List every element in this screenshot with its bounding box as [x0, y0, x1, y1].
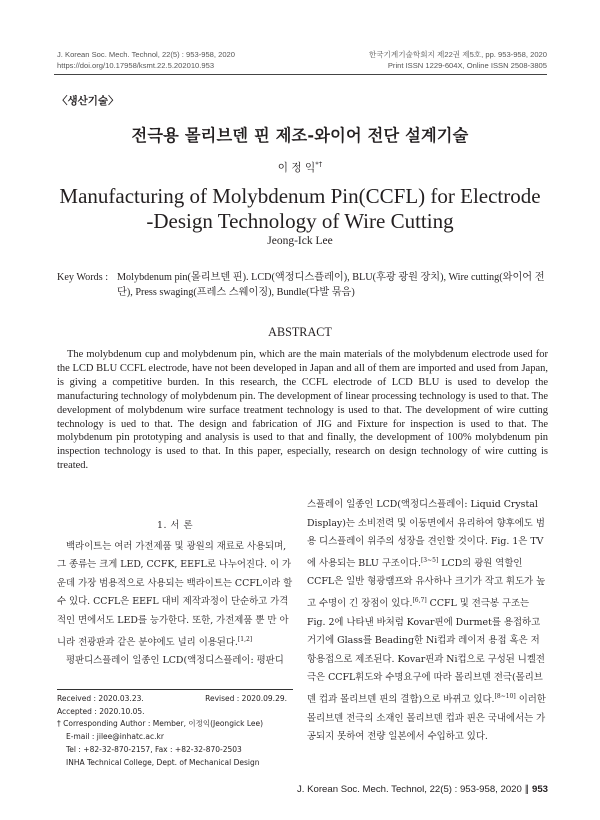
text-segment: 이러한 몰리브덴 전극의 소재인 몰리브덴 컵과 핀은 국내에서는 가공되지 못하여 전량 일본에서 수입하고 있다.	[307, 693, 546, 743]
accepted-date: Accepted : 2020.10.05.	[57, 706, 145, 716]
citation-ref[interactable]: [1,2]	[237, 635, 253, 643]
abstract-heading: ABSTRACT	[268, 325, 332, 339]
footnote-rule	[57, 689, 293, 690]
keywords-label: Key Words :	[57, 272, 109, 283]
keywords	[57, 270, 551, 300]
author-email[interactable]: E-mail : jilee@inhatc.ac.kr	[66, 732, 164, 742]
english-title-line2: -Design Technology of Wire Cutting	[146, 209, 454, 233]
text-segment: CCFL 및 전극봉 구조는 Fig. 2에 나타낸 바처럼 Kovar핀에 Durmet를 용접하고 거기에 Glass를 Beading한 Ni컵과 레이저 용접 혹은 저항용접으로 제조된다. Kovar핀과 Ni컵으로 구성된 니켈전극은 CCFL휘도와 수명요구에 따라 몰리브덴 전극(몰리브덴 컵과 몰리브덴 핀의 결합)으로 바뀌고 있다.	[307, 597, 545, 705]
corresponding-author: † Corresponding Author : Member, 이정익(Jeongick Lee)	[57, 719, 264, 729]
footer-citation: J. Korean Soc. Mech. Technol, 22(5) : 953-958, 2020 ∥	[296, 784, 530, 795]
korean-author-name: 이 정 익	[277, 162, 316, 174]
received-date: Received : 2020.03.23.	[57, 694, 144, 703]
citation-ref[interactable]: [8~10]	[494, 692, 516, 700]
header-rule	[54, 74, 547, 75]
text-segment: 스플레이 일종인 LCD(액정디스플레이: Liquid Crystal Display)는 소비전력 및 이동면에서 유리하여 향후에도 범용 디스플레이 위주의 성장을 견인할 것이다. Fig. 1은 TV에 사용되는 BLU 구조이다.	[307, 499, 545, 569]
left-column	[57, 517, 293, 671]
citation-ref[interactable]: [6,7]	[412, 596, 427, 604]
korean-journal-citation: 한국기계기술학회지 제22권 제5호, pp. 953-958, 2020	[368, 50, 547, 59]
journal-citation: J. Korean Soc. Mech. Technol, 22(5) : 953-958, 2020	[57, 50, 235, 59]
doi-link[interactable]: https://doi.org/10.17958/ksmt.22.5.202010.953	[57, 61, 215, 70]
issn-info: Print ISSN 1229-604X, Online ISSN 2508-3805	[387, 61, 547, 70]
english-title-line1: Manufacturing of Molybdenum Pin(CCFL) for Electrode	[59, 184, 541, 208]
section-heading-introduction: 1. 서 론	[156, 520, 194, 531]
intro-paragraph-continued	[307, 496, 548, 747]
abstract-body: The molybdenum cup and molybdenum pin, which are the main materials of the molybdenum electrode used for the LCD BLU CCFL electrode, have not been developed in Japan and all of them are imported and used from Japan, is giving a competitive burden. In this research, the CCFL electrode of LCD BLU is used to develop the manufacturing technology of molybdenum pin. The development of linear processing technology is used to that. The development of molybdenum wire surface treatment technology is used to that. The development of wire cutting technology is ued to that. The design and fabrication of JIG and Fixture for inspection is used to that. The molybdenum pin prototyping and analysis is used to that and finally, the development of 100% molybdenum pin inspection technology is used to that. In this paper, especially, research on design technology of wire cutting is treated.	[57, 349, 548, 472]
korean-title: 전극용 몰리브덴 핀 제조-와이어 전단 설계기술	[131, 126, 469, 145]
page-footer	[297, 784, 548, 795]
intro-paragraph-1	[57, 538, 293, 653]
author-mark: *†	[315, 160, 323, 169]
section-tag: 〈생산기술〉	[57, 95, 119, 107]
korean-author	[0, 160, 600, 175]
english-title	[0, 184, 600, 234]
revised-date: Revised : 2020.09.29.	[205, 694, 287, 703]
right-column	[307, 496, 548, 747]
text-segment: LCD의 광원 역할인 CCFL은 일반 형광램프와 유사하나 크기가 작고 휘도가 높고 수명이 긴 장점이 있다.	[307, 557, 546, 609]
author-phone-fax: Tel : +82-32-870-2157, Fax : +82-32-870-2503	[66, 744, 242, 754]
intro-paragraph-1-text: 백라이트는 여러 가전제품 및 광원의 재료로 사용되며, 그 종류는 크게 LED, CCFK, EEFL로 나누어진다. 이 가운데 가장 범용적으로 사용되는 백라이트는 CCFL이라 할 수 있다. CCFL은 EEFL 대비 제작과정이 단순하고 가격적인 면에서도 LED를 능가한다. 또한, 가전제품 뿐 만 아니라 전광판과 같은 분야에도 널리 이용된다.	[57, 540, 293, 648]
english-author: Jeong-Ick Lee	[267, 235, 333, 247]
keywords-text: Molybdenum pin(몰리브덴 핀). LCD(액정디스플레이), BLU(후광 광원 장치), Wire cutting(와이어 전단), Press swaging(프레스 스웨이징), Bundle(다발 묶음)	[117, 272, 545, 298]
author-affiliation: INHA Technical College, Dept. of Mechanical Design	[66, 757, 260, 767]
received-revised-line	[57, 693, 293, 706]
citation-ref[interactable]: [3~5]	[420, 556, 439, 564]
page-number: 953	[531, 784, 548, 795]
intro-paragraph-2: 평판디스플레이 일종인 LCD(액정디스플레이: 평판디	[66, 655, 284, 667]
footnote-block	[57, 693, 293, 769]
